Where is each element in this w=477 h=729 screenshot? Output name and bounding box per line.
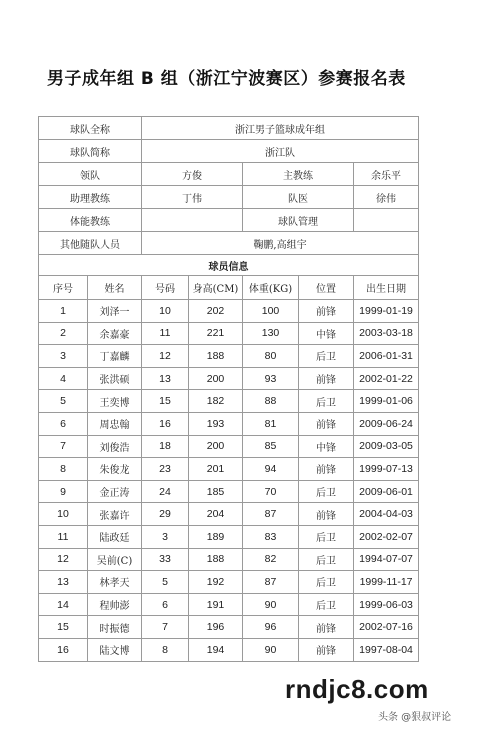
table-cell: 5 — [39, 390, 88, 413]
column-header: 位置 — [299, 276, 354, 300]
table-row — [39, 345, 419, 368]
table-cell: 林孝天 — [88, 571, 142, 594]
table-cell: 前锋 — [299, 616, 354, 639]
team-manager-value — [354, 209, 419, 232]
assistant-coach-label: 助理教练 — [39, 186, 142, 209]
table-cell: 后卫 — [299, 571, 354, 594]
table-cell: 中锋 — [299, 435, 354, 458]
table-cell: 202 — [189, 300, 243, 323]
table-row — [39, 638, 419, 661]
table-row — [39, 571, 419, 594]
table-cell: 4 — [39, 367, 88, 390]
table-cell: 87 — [243, 503, 299, 526]
column-header: 体重(KG) — [243, 276, 299, 300]
head-coach-value: 余乐平 — [354, 163, 419, 186]
table-cell: 1994-07-07 — [354, 548, 419, 571]
table-cell: 93 — [243, 367, 299, 390]
head-coach-label: 主教练 — [243, 163, 354, 186]
table-cell: 94 — [243, 458, 299, 481]
assistant-coach-value: 丁伟 — [142, 186, 243, 209]
table-cell: 16 — [39, 638, 88, 661]
other-staff-row — [39, 232, 419, 255]
table-cell: 后卫 — [299, 593, 354, 616]
table-cell: 后卫 — [299, 480, 354, 503]
table-row — [39, 322, 419, 345]
team-full-name-label: 球队全称 — [39, 117, 142, 140]
table-cell: 2002-01-22 — [354, 367, 419, 390]
table-row — [39, 616, 419, 639]
table-cell: 130 — [243, 322, 299, 345]
table-row — [39, 525, 419, 548]
table-cell: 192 — [189, 571, 243, 594]
table-row — [39, 480, 419, 503]
table-cell: 时振德 — [88, 616, 142, 639]
table-cell: 刘俊浩 — [88, 435, 142, 458]
table-cell: 后卫 — [299, 390, 354, 413]
table-cell: 12 — [142, 345, 189, 368]
table-cell: 185 — [189, 480, 243, 503]
table-cell: 1997-08-04 — [354, 638, 419, 661]
team-full-name-value: 浙江男子篮球成年组 — [142, 117, 419, 140]
table-row — [39, 412, 419, 435]
table-cell: 204 — [189, 503, 243, 526]
table-cell: 1999-01-19 — [354, 300, 419, 323]
team-short-name-value: 浙江队 — [142, 140, 419, 163]
table-cell: 13 — [39, 571, 88, 594]
table-cell: 200 — [189, 435, 243, 458]
table-cell: 15 — [142, 390, 189, 413]
table-cell: 朱俊龙 — [88, 458, 142, 481]
table-cell: 201 — [189, 458, 243, 481]
table-cell: 8 — [39, 458, 88, 481]
table-cell: 7 — [39, 435, 88, 458]
table-cell: 刘泽一 — [88, 300, 142, 323]
table-cell: 后卫 — [299, 525, 354, 548]
table-cell: 吴前(C) — [88, 548, 142, 571]
fitness-coach-label: 体能教练 — [39, 209, 142, 232]
page-title: 男子成年组 B 组（浙江宁波赛区）参赛报名表 — [47, 69, 406, 89]
table-row — [39, 390, 419, 413]
column-header: 姓名 — [88, 276, 142, 300]
table-cell: 194 — [189, 638, 243, 661]
table-cell: 1999-01-06 — [354, 390, 419, 413]
table-row — [39, 458, 419, 481]
table-cell: 82 — [243, 548, 299, 571]
table-cell: 182 — [189, 390, 243, 413]
table-cell: 83 — [243, 525, 299, 548]
table-row — [39, 300, 419, 323]
table-cell: 前锋 — [299, 300, 354, 323]
leader-value: 方俊 — [142, 163, 243, 186]
other-staff-label: 其他随队人员 — [39, 232, 142, 255]
table-cell: 23 — [142, 458, 189, 481]
table-cell: 5 — [142, 571, 189, 594]
table-cell: 11 — [39, 525, 88, 548]
table-cell: 后卫 — [299, 345, 354, 368]
table-cell: 后卫 — [299, 548, 354, 571]
table-cell: 193 — [189, 412, 243, 435]
column-header: 号码 — [142, 276, 189, 300]
table-cell: 程帅澎 — [88, 593, 142, 616]
table-cell: 188 — [189, 345, 243, 368]
other-staff-value: 鞠鹏,高组宇 — [142, 232, 419, 255]
table-cell: 2009-06-24 — [354, 412, 419, 435]
table-cell: 9 — [39, 480, 88, 503]
team-full-name-row — [39, 117, 419, 140]
table-cell: 100 — [243, 300, 299, 323]
table-cell: 24 — [142, 480, 189, 503]
table-cell: 88 — [243, 390, 299, 413]
table-cell: 81 — [243, 412, 299, 435]
table-cell: 10 — [142, 300, 189, 323]
table-cell: 2002-07-16 — [354, 616, 419, 639]
table-cell: 张洪硕 — [88, 367, 142, 390]
table-cell: 8 — [142, 638, 189, 661]
table-cell: 陆文博 — [88, 638, 142, 661]
team-doctor-label: 队医 — [243, 186, 354, 209]
table-cell: 14 — [39, 593, 88, 616]
table-row — [39, 503, 419, 526]
table-cell: 陆政廷 — [88, 525, 142, 548]
fitness-coach-value — [142, 209, 243, 232]
column-header: 出生日期 — [354, 276, 419, 300]
team-manager-label: 球队管理 — [243, 209, 354, 232]
table-cell: 2004-04-03 — [354, 503, 419, 526]
table-cell: 18 — [142, 435, 189, 458]
table-cell: 2009-06-01 — [354, 480, 419, 503]
table-cell: 96 — [243, 616, 299, 639]
table-cell: 33 — [142, 548, 189, 571]
table-cell: 前锋 — [299, 458, 354, 481]
assistant-coach-row — [39, 186, 419, 209]
table-cell: 70 — [243, 480, 299, 503]
table-cell: 13 — [142, 367, 189, 390]
leader-label: 领队 — [39, 163, 142, 186]
table-cell: 前锋 — [299, 367, 354, 390]
team-info-section — [39, 117, 419, 276]
table-cell: 189 — [189, 525, 243, 548]
table-cell: 11 — [142, 322, 189, 345]
table-cell: 221 — [189, 322, 243, 345]
team-doctor-value: 徐伟 — [354, 186, 419, 209]
team-short-name-row — [39, 140, 419, 163]
table-cell: 1999-07-13 — [354, 458, 419, 481]
table-cell: 2006-01-31 — [354, 345, 419, 368]
table-cell: 中锋 — [299, 322, 354, 345]
table-row — [39, 593, 419, 616]
table-cell: 15 — [39, 616, 88, 639]
table-cell: 1999-06-03 — [354, 593, 419, 616]
table-cell: 196 — [189, 616, 243, 639]
table-cell: 丁嘉麟 — [88, 345, 142, 368]
table-cell: 2003-03-18 — [354, 322, 419, 345]
table-cell: 29 — [142, 503, 189, 526]
table-cell: 6 — [142, 593, 189, 616]
table-cell: 王奕博 — [88, 390, 142, 413]
table-cell: 7 — [142, 616, 189, 639]
column-header: 身高(CM) — [189, 276, 243, 300]
table-cell: 90 — [243, 638, 299, 661]
roster-section-title: 球员信息 — [39, 255, 419, 276]
roster-header-row — [39, 276, 419, 300]
table-cell: 1 — [39, 300, 88, 323]
table-cell: 6 — [39, 412, 88, 435]
roster-section-row — [39, 255, 419, 276]
team-short-name-label: 球队简称 — [39, 140, 142, 163]
table-row — [39, 435, 419, 458]
table-cell: 191 — [189, 593, 243, 616]
table-cell: 前锋 — [299, 412, 354, 435]
table-row — [39, 548, 419, 571]
table-cell: 3 — [39, 345, 88, 368]
table-cell: 前锋 — [299, 503, 354, 526]
table-cell: 85 — [243, 435, 299, 458]
table-cell: 16 — [142, 412, 189, 435]
table-cell: 2 — [39, 322, 88, 345]
table-cell: 2009-03-05 — [354, 435, 419, 458]
table-cell: 200 — [189, 367, 243, 390]
table-cell: 87 — [243, 571, 299, 594]
table-cell: 周忠翰 — [88, 412, 142, 435]
table-cell: 3 — [142, 525, 189, 548]
table-cell: 80 — [243, 345, 299, 368]
watermark-source: 头条 @狠叔评论 — [378, 712, 452, 723]
table-cell: 1999-11-17 — [354, 571, 419, 594]
table-cell: 188 — [189, 548, 243, 571]
table-cell: 金正涛 — [88, 480, 142, 503]
column-header: 序号 — [39, 276, 88, 300]
table-cell: 90 — [243, 593, 299, 616]
registration-form-table — [38, 116, 419, 662]
roster-table — [39, 276, 419, 662]
watermark-url: rndjc8.com — [285, 674, 429, 704]
table-cell: 10 — [39, 503, 88, 526]
table-cell: 前锋 — [299, 638, 354, 661]
table-row — [39, 367, 419, 390]
table-cell: 2002-02-07 — [354, 525, 419, 548]
leader-row — [39, 163, 419, 186]
table-cell: 余嘉豪 — [88, 322, 142, 345]
table-cell: 张嘉许 — [88, 503, 142, 526]
table-cell: 12 — [39, 548, 88, 571]
fitness-coach-row — [39, 209, 419, 232]
